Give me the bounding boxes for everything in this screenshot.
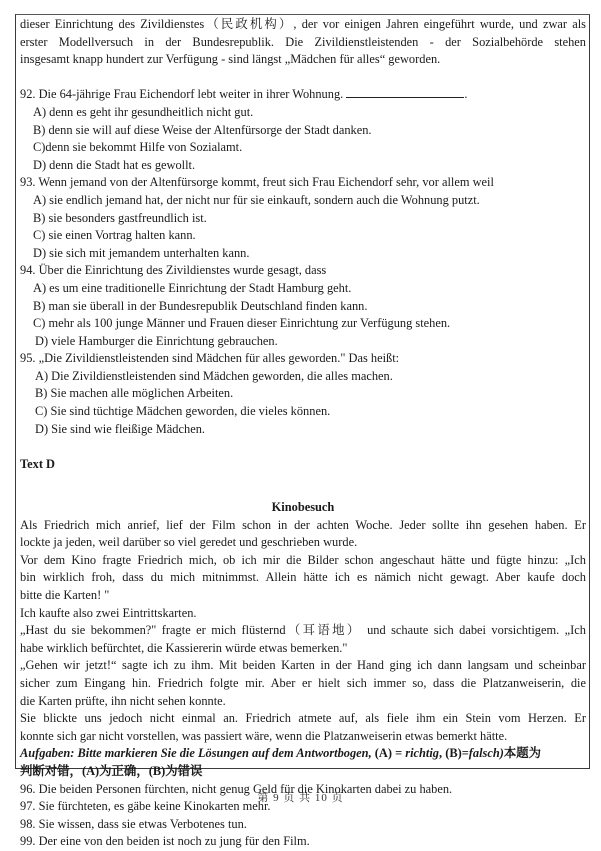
option-d: D) viele Hamburger die Einrichtung gebrauchen. (35, 333, 278, 348)
text-title: Kinobesuch (271, 500, 335, 515)
question-stem (20, 86, 586, 104)
option-a: A) Die Zivildienstleistenden sind Mädchen geworden, die alles machen. (35, 368, 393, 383)
option-d: D) denn die Stadt hat es gewollt. (33, 157, 196, 172)
question-94 (20, 262, 586, 350)
option-d: D) Sie sind wie fleißige Mädchen. (35, 421, 205, 436)
option-b: B) denn sie will auf diese Weise der Altenfürsorge der Stadt danken. (33, 122, 372, 137)
option-b: B) man sie überall in der Bundesrepublik Deutschland finden kann. (33, 298, 368, 313)
body-line: Sie blickte uns jedoch nicht einmal an. Friedrich atmete auf, als fiele ihm ein Stein vom Herzen. Er (20, 711, 586, 726)
question-92 (20, 86, 586, 174)
statement-97: 97. Sie fürchteten, es gäbe keine Kinokarten mehr. (20, 799, 271, 814)
statement-98: 98. Sie wissen, dass sie etwas Verbotenes tun. (20, 816, 247, 831)
body-line: konnte sich gar nicht vorstellen, was passiert wäre, wenn die Platzanweiserin etwas bemerkt hätte. (20, 728, 508, 743)
question-stem: 93. Wenn jemand von der Altenfürsorge kommt, freut sich Frau Eichendorf sehr, vor allem weil (20, 175, 494, 190)
task-a-label: (A) = (374, 746, 403, 761)
question-93 (20, 174, 586, 262)
statement-99: 99. Der eine von den beiden ist noch zu jung für den Film. (20, 834, 310, 849)
question-stem: 94. Über die Einrichtung des Zivildienstes wurde gesagt, dass (20, 263, 327, 278)
option-b: B) Sie machen alle möglichen Arbeiten. (35, 386, 234, 401)
text-d-body (20, 517, 586, 746)
body-line: bin wirklich froh, dass du mich mitnimmst. Allein hätte ich es nämich nicht gewagt. Aber kaufe doch (20, 570, 586, 585)
task-b-value: falsch) (468, 746, 504, 761)
task-cn-line: 判断对错，(A)为正确，(B)为错误 (20, 763, 203, 778)
intro-line: insgesamt knapp hundert zur Verfügung - sind längst „Mädchen für alles“ geworden. (20, 52, 441, 67)
option-a: A) es um eine traditionelle Einrichtung der Stadt Hamburg geht. (33, 280, 352, 295)
task-b-label: (B)= (445, 746, 469, 761)
task-cn-1: 本题为 (503, 746, 542, 761)
option-c: C) Sie sind tüchtige Mädchen geworden, die vieles können. (35, 404, 331, 419)
intro-line: dieser Einrichtung des Zivildienstes（民政机构）, der vor einigen Jahren eingeführt wurde, und zwar als (20, 17, 586, 31)
question-95 (20, 350, 586, 438)
option-a: A) sie endlich jemand hat, der nicht nur für sie einkauft, sondern auch die Wohnung putzt. (33, 192, 480, 207)
task-a-value: richtig (405, 746, 439, 761)
intro-paragraph (20, 16, 586, 69)
body-line: Vor dem Kino fragte Friedrich mich, ob ich mir die Bilder schon angeschaut hätte und fügte hinzu: „Ich (20, 552, 586, 567)
option-b: B) sie besonders gastfreundlich ist. (33, 210, 207, 225)
statement-96: 96. Die beiden Personen fürchten, nicht genug Geld für die Kinokarten dabei zu haben. (20, 781, 453, 796)
body-line: „Gehen wir jetzt!“ sagte ich zu ihm. Mit beiden Karten in der Hand ging ich dann langsam und scheinbar (20, 658, 586, 673)
body-line: sicher zum Eingang hin. Friedrich folgte mir. Aber er hielt sich immer so, dass die Platzanweiserin, die (20, 675, 586, 690)
intro-line: erster Modellversuch in der Bundesrepublik. Die Zivildienstleistenden - der Sozialbehörde stehen (20, 34, 586, 49)
body-line: habe wirklich befürchtet, die Kassiererin würde etwas bemerken." (20, 640, 348, 655)
answer-blank (346, 86, 464, 98)
option-c: C) sie einen Vortrag halten kann. (33, 228, 196, 243)
exam-page-content (20, 16, 586, 851)
body-line: „Hast du sie bekommen?" fragte er mich flüsternd（耳语地） und schaute sich dabei vorsichtigem. „Ich (20, 623, 586, 638)
body-line: lockte ja jeden, weil darüber so viel geredet und geschrieben wurde. (20, 535, 358, 550)
option-a: A) denn es geht ihr gesundheitlich nicht gut. (33, 104, 254, 119)
body-line: die Karten prüfte, ihn nicht sehen konnte. (20, 693, 226, 708)
body-line: bitte die Karten! " (20, 588, 110, 602)
body-line: Ich kaufte also zwei Eintrittskarten. (20, 605, 197, 620)
option-c: C)denn sie bekommt Hilfe von Sozialamt. (33, 140, 243, 155)
option-d: D) sie sich mit jemandem unterhalten kann. (33, 245, 250, 260)
task-instruction: Aufgaben: Bitte markieren Sie die Lösungen auf dem Antwortbogen, (A) = richtig, (B)=falsch)本题为 (20, 746, 542, 761)
question-stem: 95. „Die Zivildienstleistenden sind Mädchen für alles geworden." Das heißt: (20, 351, 400, 366)
section-label: Text D (20, 456, 55, 471)
stem-suffix: . (464, 87, 468, 102)
task-italic: Aufgaben: Bitte markieren Sie die Lösungen auf dem Antwortbogen, (20, 746, 372, 761)
page-number-footer: 第 9 页 共 10 页 (257, 792, 344, 804)
question-stem-text: 92. Die 64-jährige Frau Eichendorf lebt weiter in ihrer Wohnung. (20, 87, 344, 102)
body-line: Als Friedrich mich anrief, lief der Film schon in der achten Woche. Jeder sollte ihn gesehen haben. Er (20, 517, 586, 532)
option-c: C) mehr als 100 junge Männer und Frauen dieser Einrichtung zur Verfügung stehen. (33, 316, 451, 331)
